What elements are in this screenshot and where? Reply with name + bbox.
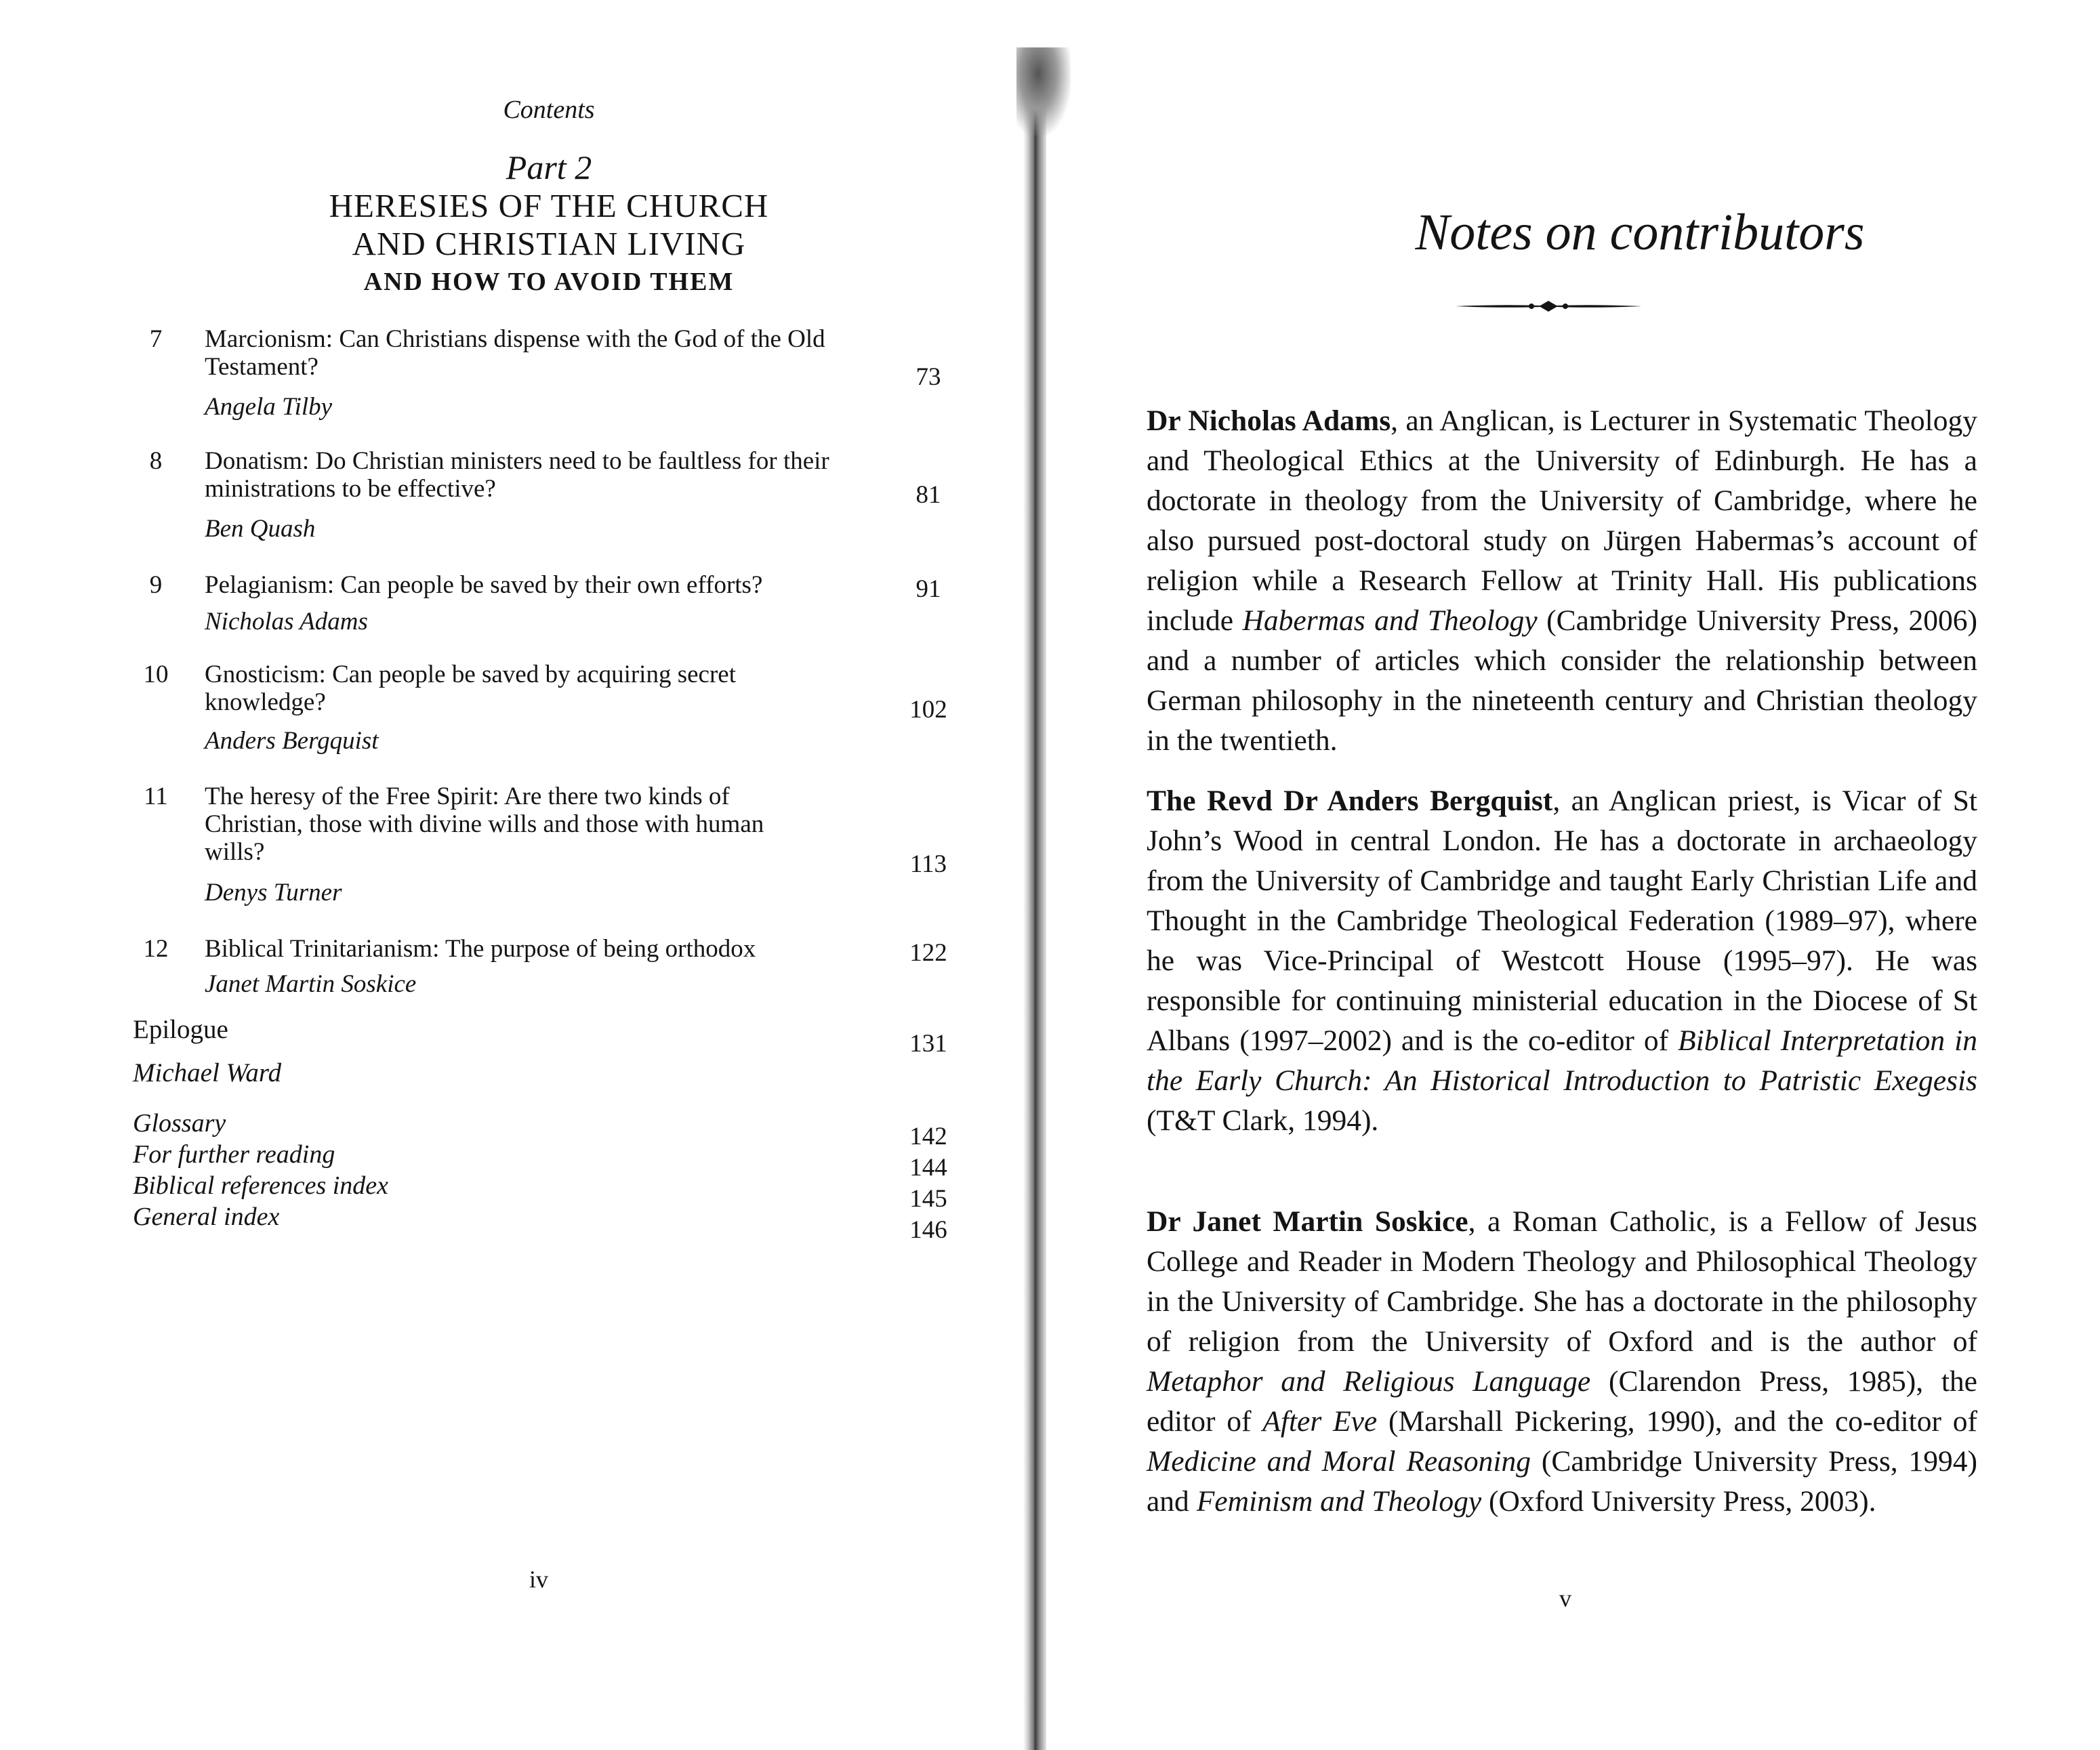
bio-text: , an Anglican, is Lecturer in Systematic Theology and Theological Ethics at the University of Edinburgh. He has a doctorate in theology from the University of Cambridge, where he also pursued post-doctoral study on Jürgen Habermas’s account of religion while a Research Fellow at Trinity Hall. His publications include — [1147, 404, 1977, 637]
bio-text: (Oxford University Press, 2003). — [1481, 1485, 1876, 1518]
contributor-name: The Revd Dr Anders Bergquist — [1147, 785, 1553, 817]
contributor-bio — [1147, 401, 1977, 761]
toc-entry-chapter-12[interactable] — [0, 935, 1016, 1003]
work-title: Metaphor and Religious Language — [1147, 1365, 1591, 1398]
work-title: Feminism and Theology — [1196, 1485, 1482, 1518]
work-title: After Eve — [1262, 1405, 1378, 1438]
work-title: Habermas and Theology — [1242, 604, 1538, 637]
work-title: Biblical Interpretation in the Early Church: An Historical Introduction to Patristic Exegesis — [1147, 1024, 1978, 1097]
chapter-author: Angela Tilby — [205, 393, 333, 421]
biblical-references-page-number: 145 — [909, 1185, 947, 1213]
part-label: Part 2 — [506, 148, 592, 186]
glossary-page-number: 142 — [909, 1123, 947, 1150]
part-subtitle: AND HOW TO AVOID THEM — [363, 268, 735, 296]
further-reading-page-number: 144 — [909, 1154, 947, 1182]
chapter-author: Janet Martin Soskice — [205, 970, 417, 998]
toc-entry-general-index[interactable]: General index — [133, 1203, 280, 1231]
bio-text: (Clarendon Press, 1985), the editor of — [1147, 1365, 1977, 1438]
chapter-author: Ben Quash — [205, 515, 316, 543]
toc-entry-chapter-8[interactable] — [0, 447, 1016, 549]
chapter-number: 12 — [143, 935, 169, 963]
epilogue-page-number: 131 — [909, 1030, 947, 1058]
chapter-title: Gnosticism: Can people be saved by acquiring secret knowledge? — [205, 661, 736, 716]
bio-text: , a Roman Catholic, is a Fellow of Jesus College and Reader in Modern Theology and Philosophical Theology in the University of Cambridge. She has a doctorate in the philosophy of religion from the University of Oxford and is the author of — [1147, 1205, 1977, 1358]
chapter-title: Biblical Trinitarianism: The purpose of being orthodox — [205, 935, 756, 963]
chapter-number: 11 — [144, 783, 168, 810]
chapter-title: Marcionism: Can Christians dispense with the God of the Old Testament? — [205, 325, 825, 381]
part-title-line2: AND CHRISTIAN LIVING — [352, 225, 746, 262]
ornament-divider-icon — [1456, 298, 1641, 314]
running-head: Contents — [503, 96, 595, 124]
epilogue-label: Epilogue — [133, 1015, 228, 1044]
toc-entry-chapter-7[interactable] — [0, 325, 1016, 427]
chapter-title: Pelagianism: Can people be saved by their own efforts? — [205, 571, 763, 599]
chapter-author: Anders Bergquist — [205, 727, 379, 755]
part-heading — [271, 148, 827, 297]
work-title: Medicine and Moral Reasoning — [1147, 1445, 1531, 1478]
chapter-page-number: 102 — [909, 696, 947, 724]
chapter-title: Donatism: Do Christian ministers need to be faultless for their ministrations to be effective? — [205, 447, 829, 503]
page-folio-left: iv — [529, 1566, 548, 1593]
gutter-top-shadow — [1016, 47, 1071, 136]
general-index-page-number: 146 — [909, 1216, 947, 1244]
chapter-number: 7 — [149, 325, 163, 353]
bio-text: (Cambridge University Press, 2006) and a number of articles which consider the relationship between German philosophy in the nineteenth century and Christian theology in the twentieth. — [1147, 604, 1978, 757]
bio-text: (Marshall Pickering, 1990), and the co-editor of — [1377, 1405, 1977, 1438]
page-title: Notes on contributors — [1415, 204, 1865, 261]
contributor-bio — [1147, 781, 1977, 1141]
chapter-page-number: 81 — [915, 481, 941, 509]
toc-entry-chapter-11[interactable] — [0, 783, 1016, 911]
toc-entry-glossary[interactable]: Glossary — [133, 1109, 226, 1138]
chapter-number: 8 — [149, 447, 163, 475]
chapter-number: 10 — [143, 661, 169, 688]
contributor-bio — [1147, 1202, 1977, 1522]
chapter-author: Denys Turner — [205, 879, 342, 907]
toc-entry-chapter-10[interactable] — [0, 661, 1016, 762]
contributor-name: Dr Janet Martin Soskice — [1147, 1205, 1468, 1238]
chapter-number: 9 — [149, 571, 163, 599]
contributor-name: Dr Nicholas Adams — [1147, 404, 1391, 437]
chapter-page-number: 122 — [909, 939, 947, 967]
chapter-page-number: 73 — [915, 363, 941, 391]
book-gutter-shadow — [1023, 47, 1046, 1750]
chapter-author: Nicholas Adams — [205, 608, 368, 636]
contents-page — [0, 0, 1016, 1750]
epilogue-author: Michael Ward — [133, 1058, 282, 1087]
bio-text: , an Anglican priest, is Vicar of St John’s Wood in central London. He has a doctorate in archaeology from the University of Cambridge and taught Early Christian Life and Thought in the Cambridge Theological Federation (1989–97), where he was Vice-Principal of Westcott House (1995–97). He was responsible for continuing ministerial education in the Diocese of St Albans (1997–2002) and is the co-editor of — [1147, 785, 1978, 1057]
bio-text: (Cambridge University Press, 1994) and — [1147, 1445, 1977, 1518]
toc-entry-biblical-references-index[interactable]: Biblical references index — [133, 1171, 389, 1200]
toc-entry-further-reading[interactable]: For further reading — [133, 1140, 335, 1169]
page-folio-right: v — [1559, 1585, 1571, 1612]
bio-text: (T&T Clark, 1994). — [1147, 1104, 1379, 1137]
chapter-page-number: 91 — [915, 575, 941, 603]
part-title-line1: HERESIES OF THE CHURCH — [329, 187, 769, 224]
contributors-page — [1084, 0, 2100, 1750]
chapter-title: The heresy of the Free Spirit: Are there two kinds of Christian, those with divine wills and those with human wills? — [205, 783, 764, 866]
toc-entry-chapter-9[interactable] — [0, 571, 1016, 639]
chapter-page-number: 113 — [909, 850, 947, 878]
